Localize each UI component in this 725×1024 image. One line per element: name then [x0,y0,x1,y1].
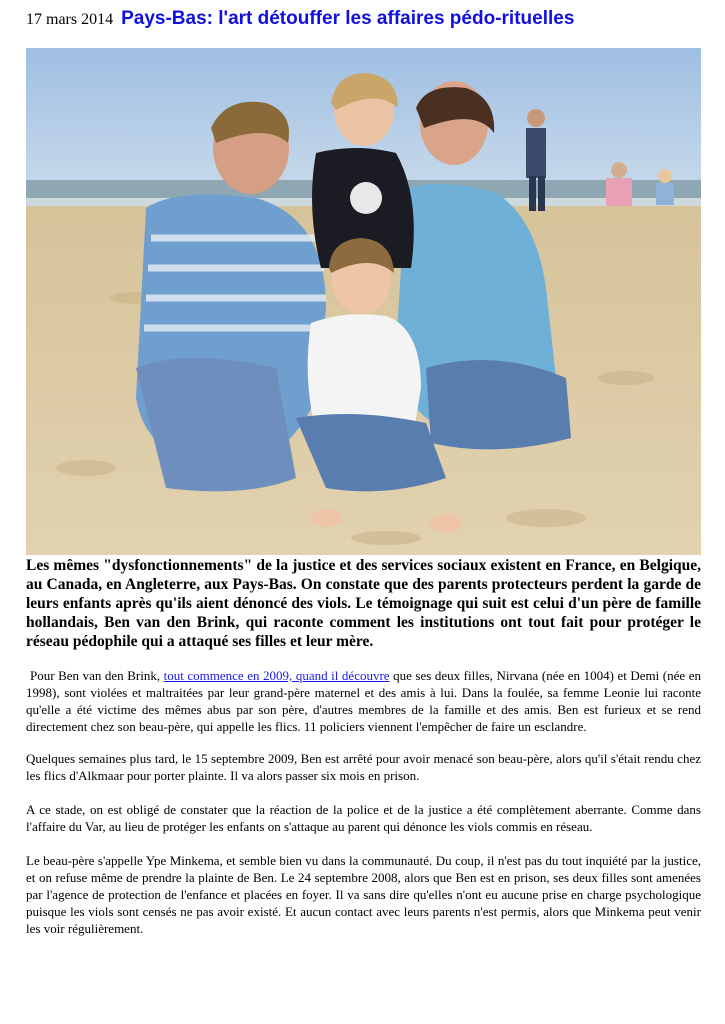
article-lead: Les mêmes "dysfonctionnements" de la justice et des services sociaux existent en France, en Belgique, au Canada, en Angleterre, aux Pays-Bas. On constate que des parents protecteurs perdent la garde de leurs enfants après qu'ils aient dénoncé des viols. Le témoignage qui suit est celui d'un père de famille hollandais, Ben van den Brink, qui raconte comment les institutions ont tout fait pour protéger le réseau pédophile qui a attaqué ses filles et leur mère. [26,557,701,650]
article-date: 17 mars 2014 [26,11,114,28]
article-header [26,8,716,30]
family-beach-photo-illustration [26,48,701,555]
source-link[interactable]: tout commence en 2009, quand il découvre [163,668,390,683]
paragraph-1-intro: Pour Ben van den Brink, [30,668,164,683]
article-paragraph-3: A ce stade, on est obligé de constater que la réaction de la police et de la justice a été complètement aberrante. Comme dans l'affaire du Var, au lieu de protéger les enfants on s'attaque au parent qui dénonce les viols commis en réseau. [26,802,701,834]
paragraph-1-rest: que ses deux filles, Nirvana (née en 1004) et Demi (née en 1998), sont violées et maltraitées par leur grand-père maternel et des amis à lui. Dans la foulée, sa femme Leonie lui raconte qu'elle a été victime des mêmes abus par son père, d'autres membres de la famille et des amis. Ben est furieux et se rend directement chez son beau-père, qui appelle les flics. 11 policiers viennent l'empêcher de faire un esclandre. [26,668,701,734]
article-paragraph-1 [26,667,701,735]
article-title: Pays-Bas: l'art détouffer les affaires pédo-rituelles [121,8,575,29]
article-paragraph-4: Le beau-père s'appelle Ype Minkema, et semble bien vu dans la communauté. Du coup, il n'est pas du tout inquiété par la justice, et on refuse même de prendre la plainte de Ben. Le 24 septembre 2008, alors que Ben est en prison, ses deux filles sont amenées par l'agence de protection de l'enfance et placées en foyer. Il va sans dire qu'elles n'ont eu aucune prise en charge psychologique puisque les viols sont censés ne pas avoir existé. Et aucun contact avec leurs parents n'est permis, alors que Minkema peut venir les voir régulièrement. [26,853,701,936]
article-paragraph-2: Quelques semaines plus tard, le 15 septembre 2009, Ben est arrêté pour avoir menacé son beau-père, alors qu'il s'était rendu chez les flics d'Alkmaar pour porter plainte. Il va alors passer six mois en prison. [26,751,701,783]
family-beach-photo [26,48,701,555]
